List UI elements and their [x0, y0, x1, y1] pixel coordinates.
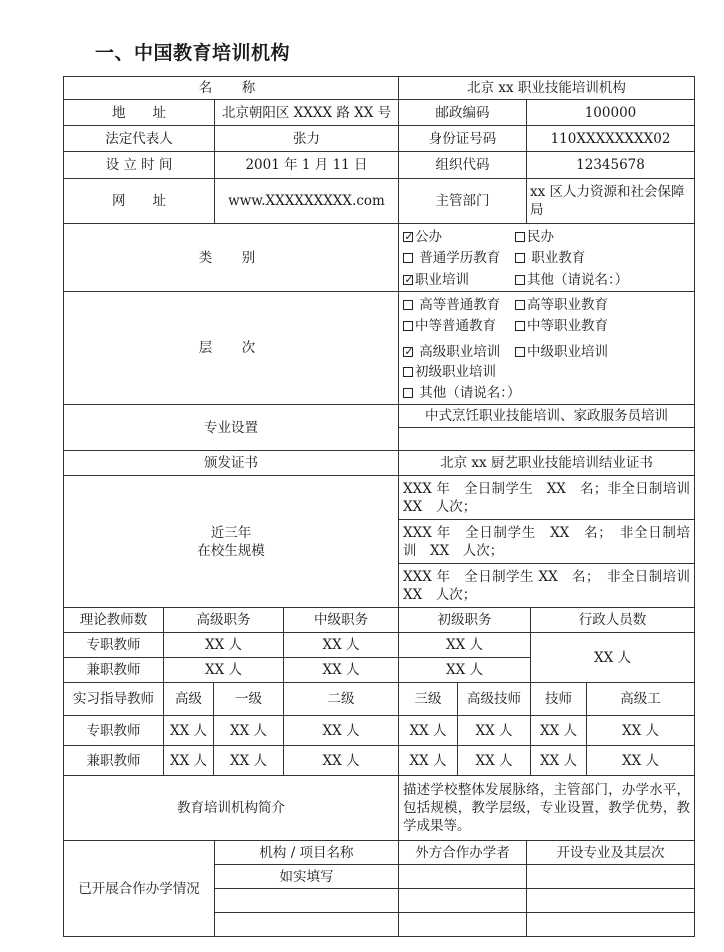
category-option[interactable]: ✓ 职业培训	[403, 271, 515, 289]
level-label: 层 次	[63, 291, 399, 405]
count-cell[interactable]: XX 人	[398, 745, 458, 776]
category-option[interactable]: 职业教育	[515, 249, 585, 267]
count-cell[interactable]: XX 人	[398, 657, 531, 683]
level-option[interactable]: 中等普通教育	[403, 317, 515, 335]
count-cell[interactable]: XX 人	[283, 632, 399, 658]
category-option[interactable]: 民办	[515, 228, 554, 246]
coop-majors-cell[interactable]	[526, 912, 695, 937]
major-label: 专业设置	[63, 404, 399, 451]
fulltime-teacher-label: 专职教师	[63, 715, 164, 746]
count-cell[interactable]: XX 人	[283, 745, 399, 776]
category-option[interactable]: ✓ 公办	[403, 228, 515, 246]
scale-row[interactable]: XXX 年 全日制学生 XX 名；非全日制培训 XX 人次；	[398, 475, 695, 520]
category-option[interactable]: 普通学历教育	[403, 249, 515, 267]
founded-value[interactable]: 2001 年 1 月 11 日	[214, 151, 399, 179]
name-value[interactable]: 北京 xx 职业技能培训机构	[398, 76, 695, 100]
coop-partner-cell[interactable]	[398, 888, 527, 913]
scale-row[interactable]: XXX 年 全日制学生 XX 名； 非全日制培训 XX 人次；	[398, 519, 695, 564]
institution-form	[64, 77, 704, 938]
count-cell[interactable]: XX 人	[398, 715, 458, 746]
id-label: 身份证号码	[398, 125, 527, 152]
count-cell[interactable]: XX 人	[398, 632, 531, 658]
senior-grade-header: 高级	[163, 682, 214, 716]
checkbox-checked-icon[interactable]	[403, 232, 413, 242]
checkbox-icon[interactable]	[515, 232, 525, 242]
count-cell[interactable]: XX 人	[163, 715, 214, 746]
dept-value[interactable]: xx 区人力资源和社会保障局	[526, 178, 695, 224]
rep-value[interactable]: 张力	[214, 125, 399, 152]
count-cell[interactable]: XX 人	[457, 745, 531, 776]
count-cell[interactable]: XX 人	[586, 745, 695, 776]
count-cell[interactable]: XX 人	[530, 745, 587, 776]
parttime-teacher-label: 兼职教师	[63, 657, 164, 683]
count-cell[interactable]: XX 人	[283, 715, 399, 746]
orgcode-label: 组织代码	[398, 151, 527, 179]
level-option[interactable]: 中等职业教育	[515, 317, 608, 335]
count-cell[interactable]: XX 人	[283, 657, 399, 683]
web-value[interactable]: www.XXXXXXXXX.com	[214, 178, 399, 224]
checkbox-icon[interactable]	[515, 347, 525, 357]
coop-col-partner: 外方合作办学者	[398, 840, 527, 865]
major-value[interactable]: 中式烹饪职业技能培训、家政服务员培训	[398, 404, 695, 428]
grade2-header: 二级	[283, 682, 399, 716]
middle-title-header: 中级职务	[283, 607, 399, 633]
level-options	[398, 291, 695, 405]
coop-label: 已开展合作办学情况	[63, 840, 215, 937]
section-heading: 一、中国教育培训机构	[95, 42, 291, 64]
coop-partner-cell[interactable]	[398, 864, 527, 889]
checkbox-icon[interactable]	[403, 300, 413, 310]
founded-label: 设 立 时 间	[63, 151, 215, 179]
parttime-teacher-label: 兼职教师	[63, 745, 164, 776]
count-cell[interactable]: XX 人	[586, 715, 695, 746]
intro-value[interactable]: 描述学校整体发展脉络，主管部门，办学水平，包括规模，教学层级，专业设置，教学优势，教学成果等。	[398, 775, 695, 841]
coop-majors-cell[interactable]	[526, 864, 695, 889]
address-label: 地 址	[63, 99, 215, 126]
count-cell[interactable]: XX 人	[213, 715, 284, 746]
checkbox-icon[interactable]	[403, 367, 413, 377]
level-option[interactable]: 其他（请说名：）	[403, 384, 521, 402]
level-option[interactable]: 初级职业培训	[403, 363, 496, 381]
category-options	[398, 223, 695, 292]
category-label: 类 别	[63, 223, 399, 292]
count-cell[interactable]: XX 人	[163, 745, 214, 776]
senior-worker-header: 高级工	[586, 682, 695, 716]
level-option[interactable]: 高等普通教育	[403, 296, 515, 314]
admin-count-cell[interactable]: XX 人	[530, 632, 695, 683]
tech-header: 技师	[530, 682, 587, 716]
count-cell[interactable]: XX 人	[457, 715, 531, 746]
checkbox-checked-icon[interactable]	[403, 275, 413, 285]
cert-label: 颁发证书	[63, 450, 399, 476]
count-cell[interactable]: XX 人	[163, 657, 284, 683]
cert-value[interactable]: 北京 xx 厨艺职业技能培训结业证书	[398, 450, 695, 476]
junior-title-header: 初级职务	[398, 607, 531, 633]
scale-row[interactable]: XXX 年 全日制学生 XX 名； 非全日制培训 XX 人次；	[398, 563, 695, 608]
postcode-label: 邮政编码	[398, 99, 527, 126]
major-value-extra[interactable]	[398, 427, 695, 451]
count-cell[interactable]: XX 人	[530, 715, 587, 746]
id-value[interactable]: 110XXXXXXXX02	[526, 125, 695, 152]
checkbox-icon[interactable]	[403, 253, 413, 263]
scale-label: 近三年 在校生规模	[63, 475, 399, 608]
coop-col-project: 机构 / 项目名称	[214, 840, 399, 865]
checkbox-checked-icon[interactable]	[403, 347, 413, 357]
count-cell[interactable]: XX 人	[163, 632, 284, 658]
coop-project-cell[interactable]	[214, 912, 399, 937]
coop-col-majors: 开设专业及其层次	[526, 840, 695, 865]
checkbox-icon[interactable]	[515, 300, 525, 310]
senior-tech-header: 高级技师	[457, 682, 531, 716]
checkbox-icon[interactable]	[403, 321, 413, 331]
checkbox-icon[interactable]	[515, 253, 525, 263]
category-option[interactable]: 其他（请说名：）	[515, 271, 628, 289]
admin-staff-header: 行政人员数	[530, 607, 695, 633]
checkbox-icon[interactable]	[515, 275, 525, 285]
level-option[interactable]: 中级职业培训	[515, 343, 608, 361]
coop-majors-cell[interactable]	[526, 888, 695, 913]
level-option[interactable]: ✓ 高级职业培训	[403, 343, 515, 361]
web-label: 网 址	[63, 178, 215, 224]
address-value[interactable]: 北京朝阳区 XXXX 路 XX 号	[214, 99, 399, 126]
checkbox-icon[interactable]	[403, 388, 413, 398]
count-cell[interactable]: XX 人	[213, 745, 284, 776]
senior-title-header: 高级职务	[163, 607, 284, 633]
postcode-value[interactable]: 100000	[526, 99, 695, 126]
checkbox-icon[interactable]	[515, 321, 525, 331]
level-option[interactable]: 高等职业教育	[515, 296, 608, 314]
name-label: 名 称	[63, 76, 399, 100]
rep-label: 法定代表人	[63, 125, 215, 152]
coop-project-cell[interactable]	[214, 888, 399, 913]
grade3-header: 三级	[398, 682, 458, 716]
coop-partner-cell[interactable]	[398, 912, 527, 937]
theory-teacher-label: 理论教师数	[63, 607, 164, 633]
orgcode-value[interactable]: 12345678	[526, 151, 695, 179]
dept-label: 主管部门	[398, 178, 527, 224]
fulltime-teacher-label: 专职教师	[63, 632, 164, 658]
grade1-header: 一级	[213, 682, 284, 716]
intro-label: 教育培训机构简介	[63, 775, 399, 841]
practice-teacher-label: 实习指导教师	[63, 682, 164, 716]
coop-project-cell[interactable]: 如实填写	[214, 864, 399, 889]
